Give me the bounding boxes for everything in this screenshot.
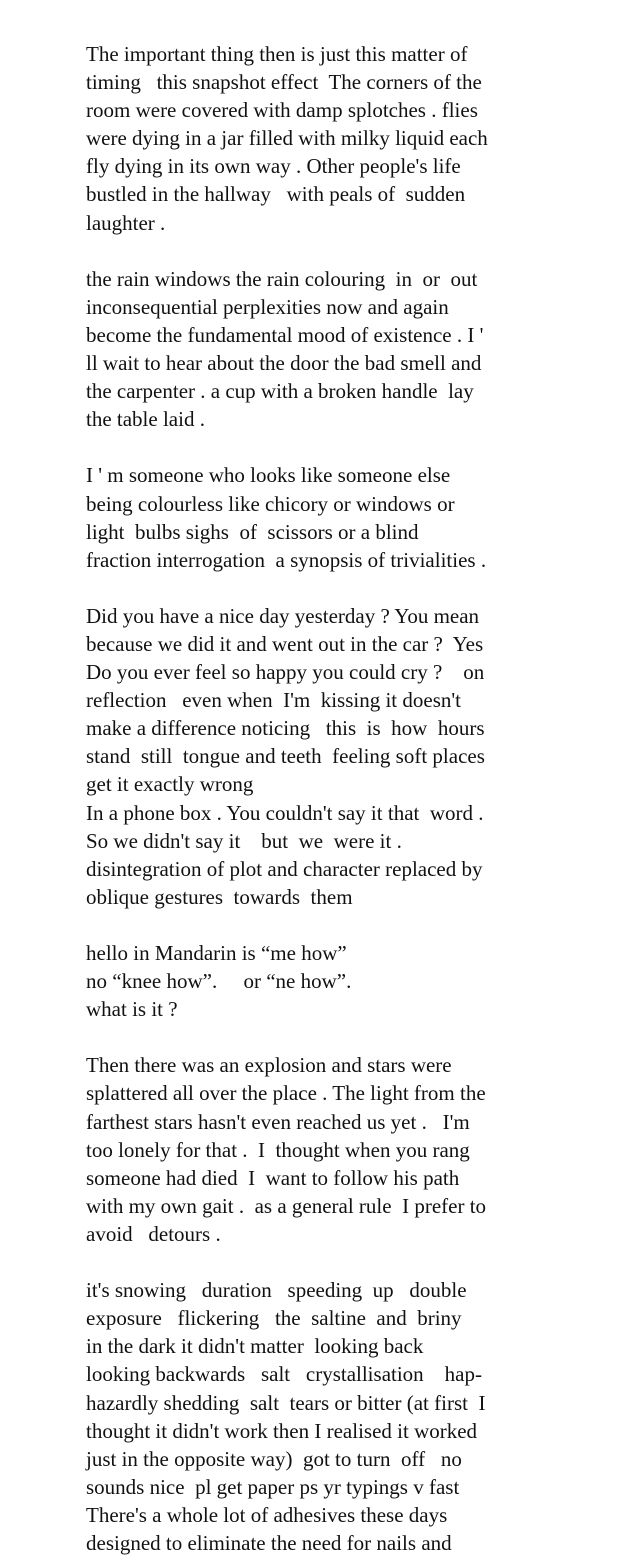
- text-line: Do you ever feel so happy you could cry ? on: [86, 660, 485, 685]
- paragraph: [86, 1276, 626, 1557]
- text-line: it's snowing duration speeding up double: [86, 1278, 467, 1303]
- text-line: The important thing then is just this matter of: [86, 42, 468, 66]
- text-line: thought it didn't work then I realised it worked: [86, 1418, 478, 1443]
- text-line: ll wait to hear about the door the bad smell and: [86, 351, 482, 376]
- text-line: hazardly shedding salt tears or bitter (at first I: [86, 1390, 486, 1415]
- paragraph-break: [86, 237, 626, 265]
- text-line: fly dying in its own way . Other people's life: [86, 154, 461, 179]
- text-line: oblique gestures towards them: [86, 884, 353, 909]
- text-line: avoid detours .: [86, 1221, 221, 1246]
- text-line: light bulbs sighs of scissors or a blind: [86, 519, 419, 544]
- text-line: timing this snapshot effect The corners of the: [86, 70, 482, 95]
- text-line: just in the opposite way) got to turn off no: [86, 1446, 462, 1471]
- text-line: someone had died I want to follow his path: [86, 1165, 460, 1190]
- text-line: looking backwards salt crystallisation hap-: [86, 1362, 482, 1387]
- text-line: being colourless like chicory or windows or: [86, 491, 455, 516]
- text-line: disintegration of plot and character replaced by: [86, 856, 483, 881]
- text-line: the rain windows the rain colouring in or out: [86, 266, 478, 291]
- paragraph: [86, 40, 626, 237]
- paragraph: [86, 1051, 626, 1248]
- text-line: sounds nice pl get paper ps yr typings v fast: [86, 1474, 460, 1499]
- paragraph-break: [86, 1023, 626, 1051]
- text-line: hello in Mandarin is “me how”: [86, 941, 347, 965]
- text-line: because we did it and went out in the car ? Yes: [86, 631, 484, 656]
- text-line: bustled in the hallway with peals of sudden: [86, 182, 466, 207]
- text-line: inconsequential perplexities now and again: [86, 294, 449, 319]
- paragraph-break: [86, 574, 626, 602]
- paragraph-break: [86, 1248, 626, 1276]
- paragraph: [86, 265, 626, 434]
- text-line: become the fundamental mood of existence . I ': [86, 322, 484, 347]
- text-line: in the dark it didn't matter looking back: [86, 1334, 424, 1359]
- text-line: There's a whole lot of adhesives these days: [86, 1502, 448, 1527]
- text-line: were dying in a jar filled with milky liquid each: [86, 126, 488, 151]
- text-line: farthest stars hasn't even reached us yet . I'm: [86, 1109, 470, 1134]
- text-line: designed to eliminate the need for nails and: [86, 1530, 452, 1555]
- text-line: So we didn't say it but we were it .: [86, 828, 402, 853]
- text-line: get it exactly wrong: [86, 772, 254, 797]
- text-line: exposure flickering the saltine and briny: [86, 1306, 462, 1331]
- text-line: I ' m someone who looks like someone else: [86, 463, 451, 488]
- text-line: with my own gait . as a general rule I prefer to: [86, 1193, 487, 1218]
- paragraph-break: [86, 911, 626, 939]
- text-line: reflection even when I'm kissing it doesn't: [86, 688, 461, 713]
- text-line: Did you have a nice day yesterday ? You mean: [86, 603, 480, 628]
- paragraph-break: [86, 433, 626, 461]
- paragraph: [86, 939, 626, 1023]
- text-line: the table laid .: [86, 407, 205, 432]
- text-line: make a difference noticing this is how hours: [86, 716, 485, 741]
- text-line: room were covered with damp splotches . flies: [86, 98, 478, 123]
- paragraph: [86, 602, 626, 911]
- paragraph: [86, 461, 626, 573]
- text-line: laughter .: [86, 210, 166, 235]
- text-line: no “knee how”. or “ne how”.: [86, 969, 352, 994]
- text-line: Then there was an explosion and stars were: [86, 1053, 452, 1078]
- text-line: In a phone box . You couldn't say it that word .: [86, 800, 484, 825]
- text-line: fraction interrogation a synopsis of trivialities .: [86, 547, 487, 572]
- text-line: stand still tongue and teeth feeling soft places: [86, 744, 485, 769]
- poem-text: [86, 40, 626, 1557]
- text-line: splattered all over the place . The light from the: [86, 1081, 486, 1106]
- text-line: what is it ?: [86, 997, 178, 1022]
- text-line: the carpenter . a cup with a broken handle lay: [86, 379, 474, 404]
- text-line: too lonely for that . I thought when you rang: [86, 1137, 470, 1162]
